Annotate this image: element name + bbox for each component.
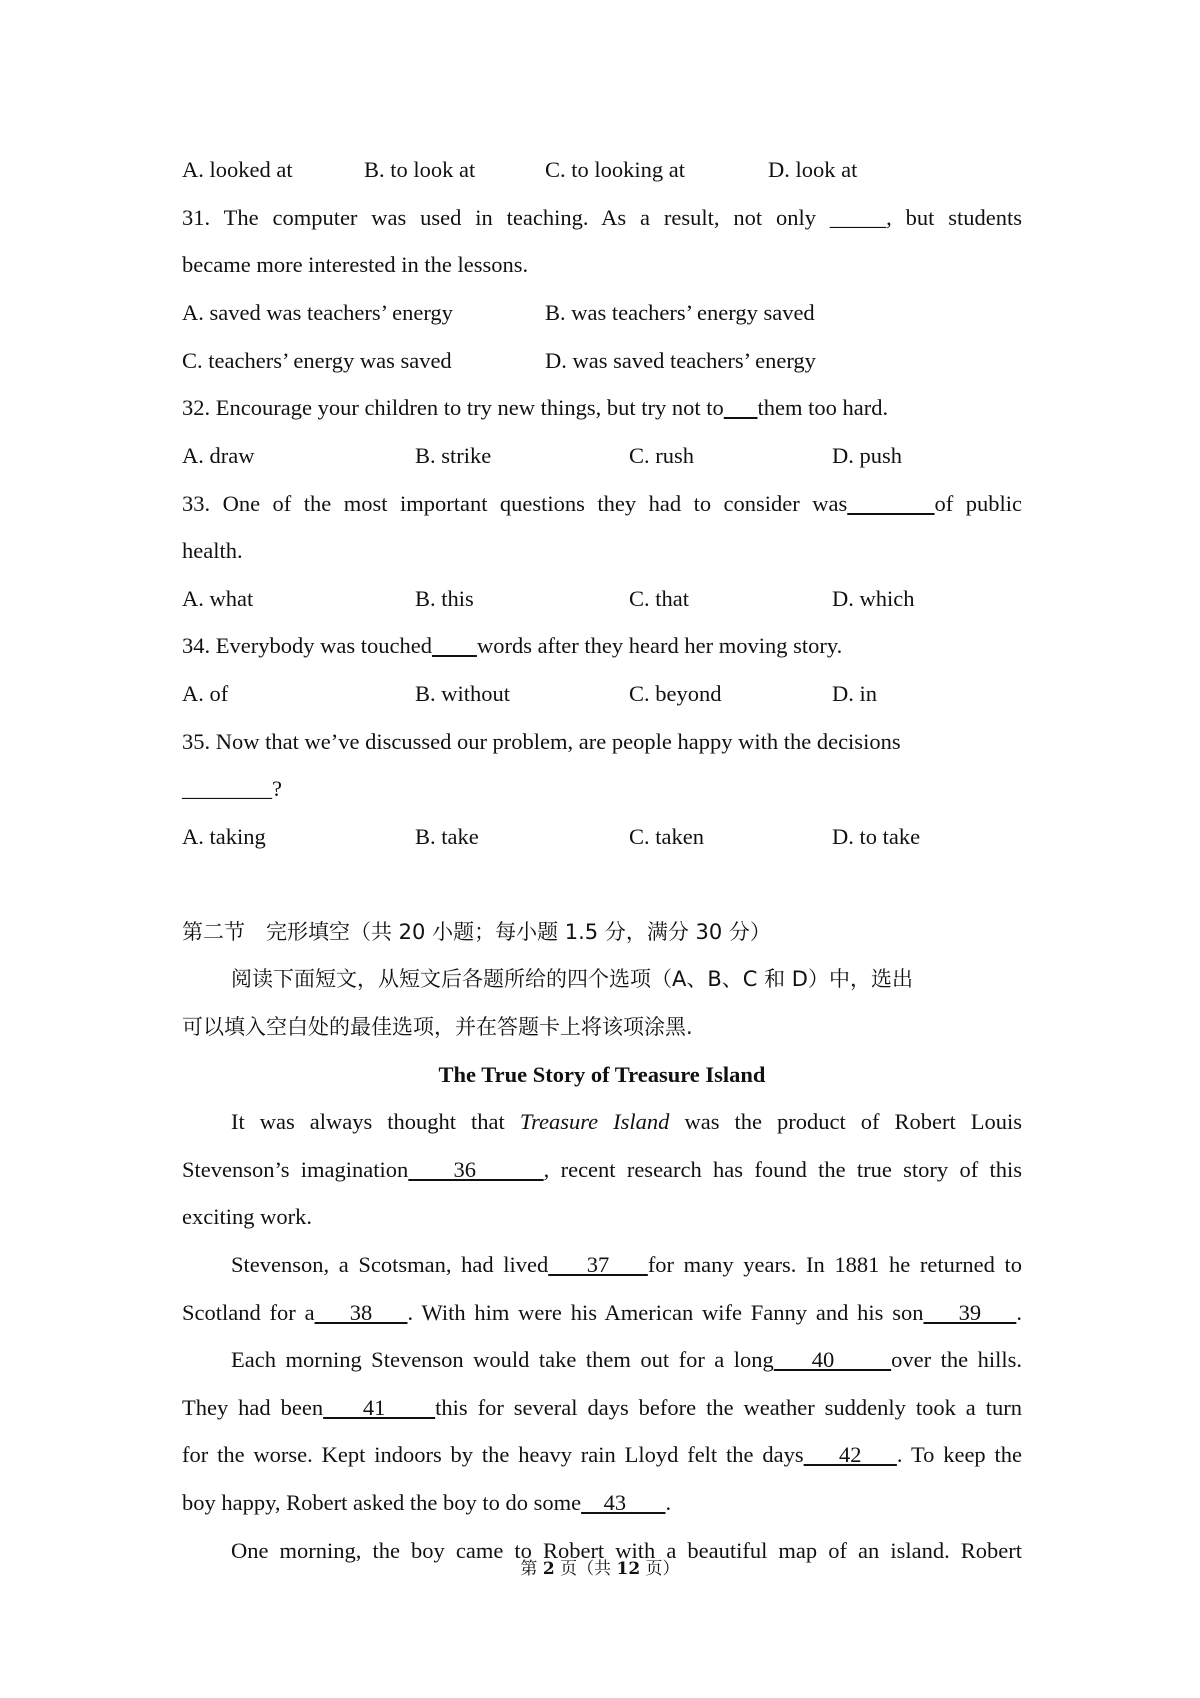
passage-text: for many years. In 1881 he returned to: [647, 1252, 1023, 1277]
section-heading: 第二节 完形填空（共 20 小题；每小题 1.5 分，满分 30 分）: [182, 920, 771, 944]
q33-stem-line2: health.: [182, 538, 243, 563]
q32-option-c: C. rush: [629, 443, 695, 468]
q31-stem-line2: became more interested in the lessons.: [182, 252, 529, 277]
q33-option-b: B. this: [415, 586, 474, 611]
passage-text: It was always thought that: [231, 1109, 520, 1134]
q35-stem-line1: 35. Now that we’ve discussed our problem, are people happy with the decisions: [182, 729, 901, 754]
section-instructions-line2: 可以填入空白处的最佳选项，并在答题卡上将该项涂黑.: [182, 1015, 693, 1039]
q31-option-a: A. saved was teachers’ energy: [182, 300, 453, 325]
book-title: Treasure Island: [519, 1109, 670, 1134]
q32-option-b: B. strike: [415, 443, 492, 468]
q34-option-d: D. in: [832, 681, 877, 706]
passage-text: boy happy, Robert asked the boy to do some: [182, 1490, 582, 1515]
footer-post: 页）: [640, 1559, 680, 1579]
q35-stem-line2: [182, 774, 1022, 804]
blank-41: 41: [323, 1395, 436, 1420]
q30-option-a: A. looked at: [182, 157, 293, 182]
passage-text: Stevenson’s imagination: [182, 1157, 409, 1182]
q33-stem-pre: 33. One of the most important questions they had to consider was: [182, 491, 848, 516]
q31-option-d: D. was saved teachers’ energy: [545, 348, 816, 373]
q34-stem-pre: 34. Everybody was touched: [182, 633, 432, 658]
passage-text: , recent research has found the true story of this: [543, 1157, 1022, 1182]
passage-p2-line2: [182, 1298, 1022, 1328]
blank-42: 42: [803, 1442, 897, 1467]
passage-p1-line1: [231, 1107, 1022, 1137]
passage-p3-line3: [182, 1440, 1022, 1470]
section-instructions-line1: 阅读下面短文，从短文后各题所给的四个选项（A、B、C 和 D）中，选出: [231, 967, 913, 991]
q35-option-d: D. to take: [832, 824, 921, 849]
q34-blank: [432, 633, 477, 658]
q34-option-c: C. beyond: [629, 681, 722, 706]
q35-option-b: B. take: [415, 824, 479, 849]
q32-stem: [182, 393, 1022, 423]
q34-stem: [182, 631, 1022, 661]
passage-p4-line1: One morning, the boy came to Robert with a beautiful map of an island. Robert: [231, 1538, 1022, 1563]
q32-option-d: D. push: [832, 443, 903, 468]
q33-stem-line1: [182, 489, 1022, 519]
blank-37: 37: [548, 1252, 648, 1277]
passage-text: .: [665, 1490, 672, 1515]
q35-stem-post: ?: [272, 776, 282, 801]
q34-stem-post: words after they heard her moving story.: [476, 633, 843, 658]
q33-option-c: C. that: [629, 586, 689, 611]
q30-option-d: D. look at: [768, 157, 858, 182]
q33-option-a: A. what: [182, 586, 254, 611]
footer-page-number: 2: [542, 1559, 555, 1579]
q34-option-b: B. without: [415, 681, 511, 706]
q33-stem-post: of public: [934, 491, 1023, 516]
passage-p1-line2: [182, 1155, 1022, 1185]
q32-option-a: A. draw: [182, 443, 255, 468]
q32-blank: [724, 395, 758, 420]
q30-option-c: C. to looking at: [545, 157, 685, 182]
passage-text: .: [1016, 1300, 1022, 1325]
blank-36: 36: [408, 1157, 544, 1182]
q32-stem-post: them too hard.: [757, 395, 889, 420]
passage-text: over the hills.: [891, 1347, 1022, 1372]
q31-stem-line1: 31. The computer was used in teaching. As a result, not only _____, but students: [182, 205, 1022, 230]
footer-total-pages: 12: [616, 1559, 641, 1579]
passage-text: They had been: [182, 1395, 324, 1420]
blank-39: 39: [923, 1300, 1017, 1325]
q35-option-c: C. taken: [629, 824, 704, 849]
footer-mid: 页（共: [554, 1559, 617, 1579]
q31-option-c: C. teachers’ energy was saved: [182, 348, 452, 373]
passage-p1-line3: exciting work.: [182, 1204, 312, 1229]
footer-pre: 第: [520, 1559, 543, 1579]
blank-38: 38: [314, 1300, 408, 1325]
passage-p3-line2: [182, 1393, 1022, 1423]
q31-option-b: B. was teachers’ energy saved: [545, 300, 815, 325]
q33-blank: [847, 491, 934, 516]
passage-text: . With him were his American wife Fanny and his son: [407, 1300, 924, 1325]
passage-text: for the worse. Kept indoors by the heavy rain Lloyd felt the days: [182, 1442, 804, 1467]
blank-43: 43: [581, 1490, 666, 1515]
passage-text: Each morning Stevenson would take them out for a long: [231, 1347, 774, 1372]
passage-p3-line1: [231, 1345, 1022, 1375]
blank-40: 40: [773, 1347, 892, 1372]
passage-text: Scotland for a: [182, 1300, 315, 1325]
q32-stem-pre: 32. Encourage your children to try new things, but try not to: [182, 395, 724, 420]
q30-option-b: B. to look at: [364, 157, 476, 182]
page-footer: [0, 1558, 1200, 1580]
passage-text: . To keep the: [896, 1442, 1023, 1467]
q34-option-a: A. of: [182, 681, 229, 706]
passage-text: this for several days before the weather suddenly took a turn: [435, 1395, 1022, 1420]
passage-title: The True Story of Treasure Island: [438, 1062, 766, 1087]
q33-option-d: D. which: [832, 586, 915, 611]
passage-text: was the product of Robert Louis: [669, 1109, 1022, 1134]
passage-p3-line4: [182, 1488, 1022, 1518]
passage-p2-line1: [231, 1250, 1022, 1280]
q35-option-a: A. taking: [182, 824, 266, 849]
passage-text: Stevenson, a Scotsman, had lived: [231, 1252, 549, 1277]
q35-blank: ________: [182, 776, 272, 801]
